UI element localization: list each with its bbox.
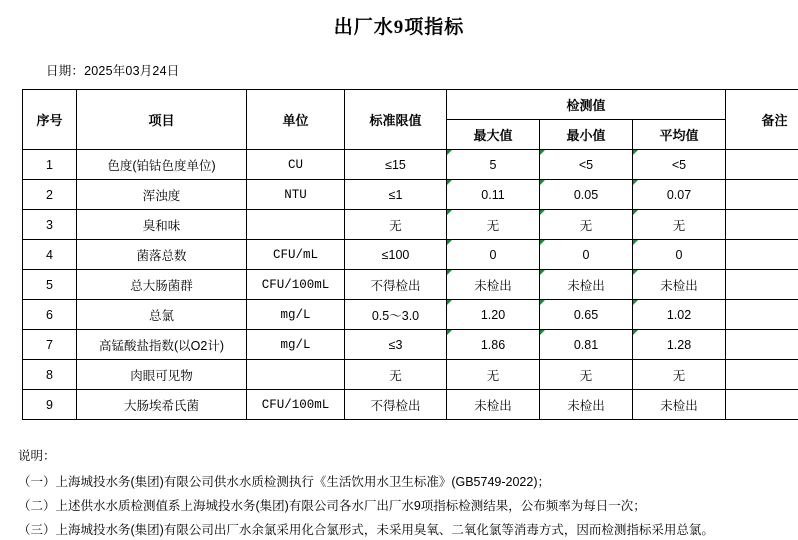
cell-no: 2: [23, 180, 77, 210]
cell-min: 0.05: [540, 180, 633, 210]
cell-no: 3: [23, 210, 77, 240]
cell-limit: 无: [345, 210, 447, 240]
cell-max: 0.11: [447, 180, 540, 210]
cell-min: 0.65: [540, 300, 633, 330]
cell-item: 肉眼可见物: [77, 360, 247, 390]
cell-avg: 未检出: [633, 270, 726, 300]
cell-limit: ≤15: [345, 150, 447, 180]
table-row: [23, 210, 798, 240]
cell-avg: 未检出: [633, 390, 726, 420]
cell-max: 0: [447, 240, 540, 270]
cell-avg: 1.28: [633, 330, 726, 360]
header-no: 序号: [23, 90, 77, 150]
cell-remark: [726, 210, 798, 240]
cell-remark: [726, 300, 798, 330]
cell-no: 8: [23, 360, 77, 390]
cell-limit: ≤100: [345, 240, 447, 270]
table-row: [23, 150, 798, 180]
cell-remark: [726, 390, 798, 420]
cell-min: 无: [540, 210, 633, 240]
cell-remark: [726, 180, 798, 210]
note-line: （一）上海城投水务(集团)有限公司供水水质检测执行《生活饮用水卫生标准》(GB5749-2022)；: [18, 472, 798, 492]
cell-remark: [726, 360, 798, 390]
header-unit: 单位: [247, 90, 345, 150]
table-header: [23, 90, 798, 150]
notes-section: [18, 446, 798, 540]
cell-limit: 无: [345, 360, 447, 390]
cell-max: 无: [447, 210, 540, 240]
cell-max: 1.86: [447, 330, 540, 360]
cell-remark: [726, 240, 798, 270]
cell-unit: CU: [247, 150, 345, 180]
cell-avg: 1.02: [633, 300, 726, 330]
cell-avg: 无: [633, 360, 726, 390]
table-row: [23, 270, 798, 300]
cell-max: 无: [447, 360, 540, 390]
water-quality-table: [22, 89, 798, 420]
date-value: 2025年03月24日: [84, 64, 179, 78]
notes-heading: 说明：: [18, 446, 798, 466]
cell-no: 1: [23, 150, 77, 180]
cell-limit: 不得检出: [345, 390, 447, 420]
cell-item: 高锰酸盐指数(以O2计): [77, 330, 247, 360]
date-label: 日期：: [46, 64, 84, 78]
table-row: [23, 360, 798, 390]
cell-item: 菌落总数: [77, 240, 247, 270]
cell-item: 臭和味: [77, 210, 247, 240]
cell-remark: [726, 330, 798, 360]
cell-min: 未检出: [540, 270, 633, 300]
cell-unit: CFU/100mL: [247, 270, 345, 300]
cell-limit: 不得检出: [345, 270, 447, 300]
cell-max: 未检出: [447, 390, 540, 420]
table-row: [23, 180, 798, 210]
table-header-row-1: [23, 90, 798, 120]
header-remark: 备注: [726, 90, 798, 150]
cell-no: 7: [23, 330, 77, 360]
cell-remark: [726, 270, 798, 300]
cell-limit: ≤3: [345, 330, 447, 360]
cell-no: 4: [23, 240, 77, 270]
header-avg: 平均值: [633, 120, 726, 150]
cell-max: 5: [447, 150, 540, 180]
header-min: 最小值: [540, 120, 633, 150]
cell-avg: <5: [633, 150, 726, 180]
date-line: [46, 61, 798, 79]
note-line: （二）上述供水水质检测值系上海城投水务(集团)有限公司各水厂出厂水9项指标检测结果，公布频率为每日一次；: [18, 496, 798, 516]
header-limit: 标准限值: [345, 90, 447, 150]
cell-min: 0.81: [540, 330, 633, 360]
cell-avg: 0: [633, 240, 726, 270]
document-page: [0, 12, 798, 531]
note-line: （三）上海城投水务(集团)有限公司出厂水余氯采用化合氯形式，未采用臭氧、二氧化氯等消毒方式，因而检测指标采用总氯。: [18, 520, 798, 540]
table-body: [23, 150, 798, 420]
header-item: 项目: [77, 90, 247, 150]
cell-item: 总大肠菌群: [77, 270, 247, 300]
table-row: [23, 390, 798, 420]
cell-unit: CFU/mL: [247, 240, 345, 270]
cell-unit: [247, 360, 345, 390]
cell-unit: CFU/100mL: [247, 390, 345, 420]
cell-unit: [247, 210, 345, 240]
cell-max: 未检出: [447, 270, 540, 300]
cell-no: 6: [23, 300, 77, 330]
cell-item: 总氯: [77, 300, 247, 330]
cell-item: 大肠埃希氏菌: [77, 390, 247, 420]
cell-max: 1.20: [447, 300, 540, 330]
cell-min: 未检出: [540, 390, 633, 420]
cell-item: 浑浊度: [77, 180, 247, 210]
cell-avg: 0.07: [633, 180, 726, 210]
cell-min: 0: [540, 240, 633, 270]
table-row: [23, 240, 798, 270]
cell-min: 无: [540, 360, 633, 390]
page-title: 出厂水9项指标: [0, 12, 798, 39]
cell-avg: 无: [633, 210, 726, 240]
cell-limit: 0.5～3.0: [345, 300, 447, 330]
cell-unit: NTU: [247, 180, 345, 210]
cell-limit: ≤1: [345, 180, 447, 210]
table-row: [23, 330, 798, 360]
cell-item: 色度(铂钴色度单位): [77, 150, 247, 180]
cell-no: 5: [23, 270, 77, 300]
cell-min: <5: [540, 150, 633, 180]
cell-unit: mg/L: [247, 300, 345, 330]
cell-remark: [726, 150, 798, 180]
header-measured: 检测值: [447, 90, 726, 120]
header-max: 最大值: [447, 120, 540, 150]
cell-unit: mg/L: [247, 330, 345, 360]
cell-no: 9: [23, 390, 77, 420]
table-row: [23, 300, 798, 330]
